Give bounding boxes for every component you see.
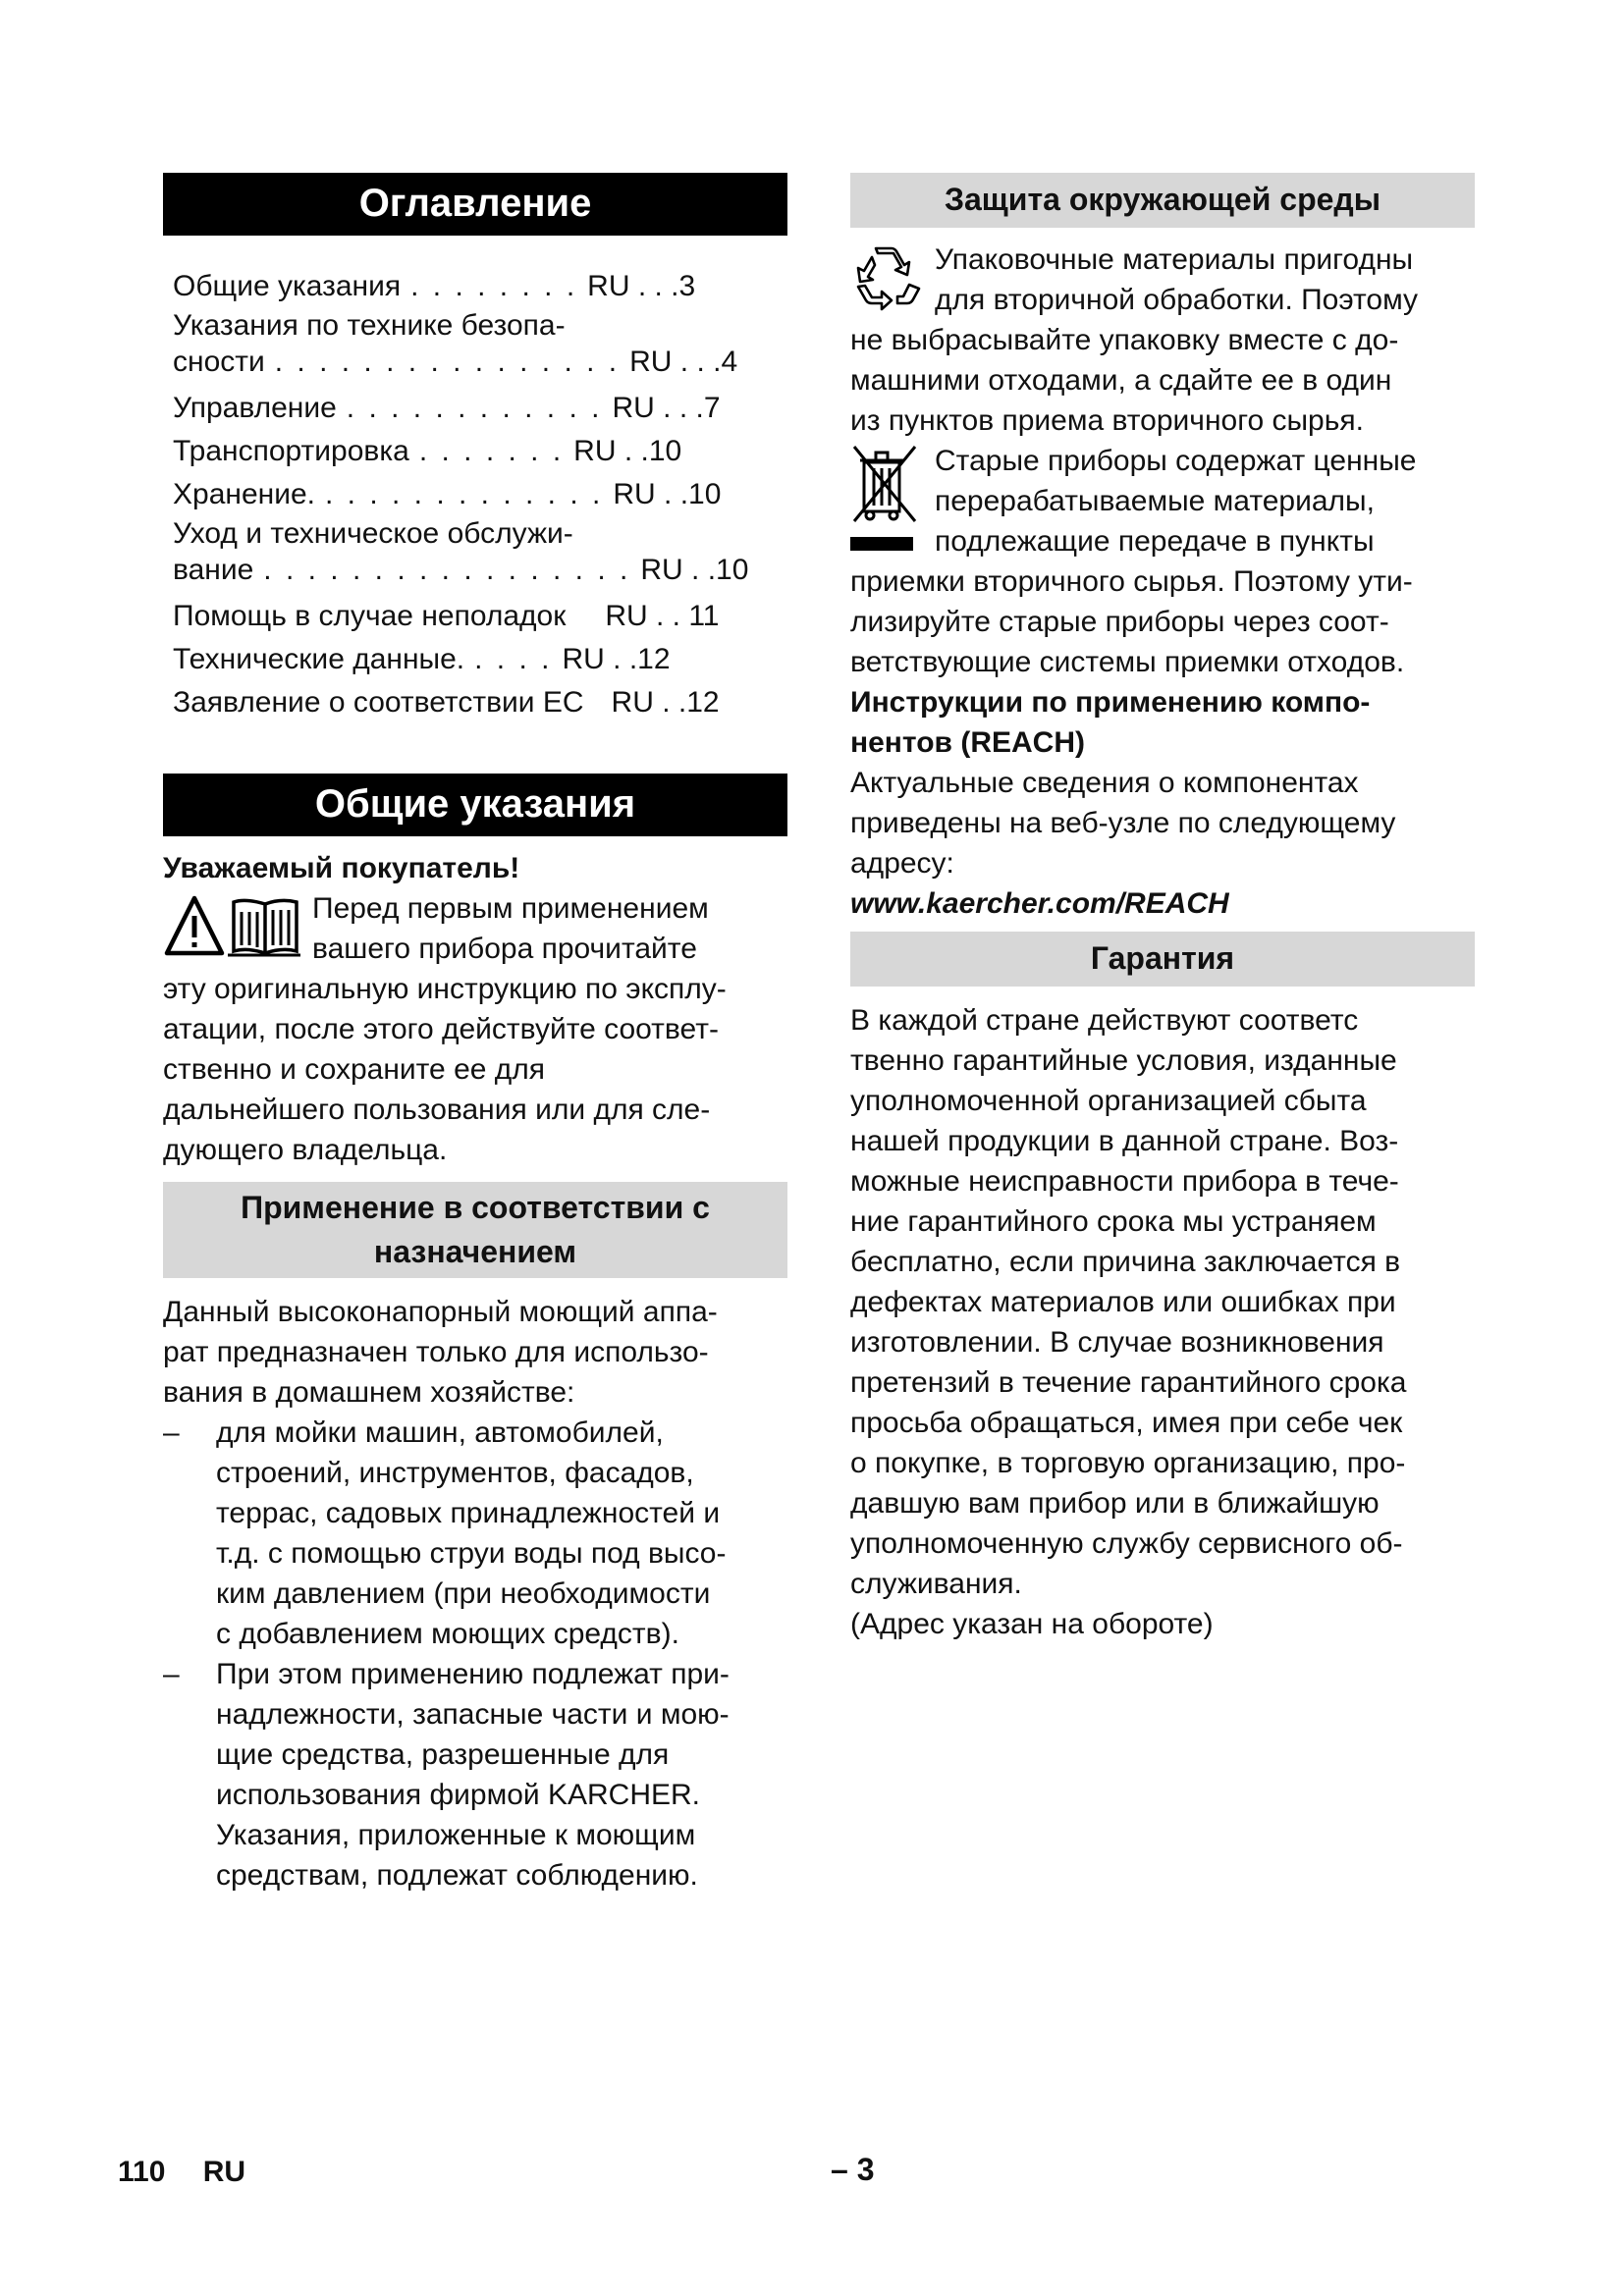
toc-entry-title: сности: [173, 346, 265, 378]
old-devices-line: Старые приборы содержат ценные: [935, 445, 1417, 477]
page-number: 110: [118, 2156, 166, 2188]
toc-entry-title: Хранение.: [173, 478, 315, 510]
toc-entry-dots: . . . . . . . . . . . . .: [324, 478, 604, 510]
toc-entry[interactable]: [173, 308, 787, 381]
toc-entry-title: вание: [173, 554, 254, 586]
toc-entry-title: Транспортировка: [173, 435, 409, 467]
toc-entry[interactable]: [173, 387, 787, 430]
packaging-line: из пунктов приема вторичного сырья.: [850, 404, 1364, 437]
dash-bullet: –: [163, 1416, 180, 1449]
warranty-line: уполномоченную службу сервисного об-: [850, 1527, 1403, 1560]
list-item-line: использования фирмой KARCHER.: [216, 1779, 701, 1811]
warranty-line: В каждой стране действуют соответс: [850, 1004, 1359, 1037]
list-item: [163, 1413, 787, 1654]
general-heading: Общие указания: [163, 774, 787, 836]
warning-triangle-book-icon: [163, 892, 300, 961]
list-item-line: Указания, приложенные к моющим: [216, 1819, 696, 1851]
toc-entry-page: RU . . 11: [605, 600, 720, 632]
crossed-out-bin-icon: [850, 443, 921, 559]
packaging-block: [850, 240, 1475, 320]
intro-block: [163, 888, 787, 969]
warranty-line: ние гарантийного срока мы устраняем: [850, 1205, 1377, 1238]
toc-entry-title: Помощь в случае неполадок: [173, 600, 567, 632]
intro-line: атации, после этого действуйте соответ-: [163, 1013, 719, 1045]
toc-entry[interactable]: [173, 265, 787, 308]
section-page-number: – 3: [831, 2152, 875, 2187]
toc-entry-title: Технические данные.: [173, 643, 465, 675]
list-item-line: ким давлением (при необходимости: [216, 1577, 711, 1610]
intro-line: дующего владельца.: [163, 1134, 448, 1166]
reach-heading: Инструкции по применению компо-: [850, 686, 1371, 719]
warranty-line: бесплатно, если причина заключается в: [850, 1246, 1401, 1278]
packaging-line: машними отходами, а сдайте ее в один: [850, 364, 1392, 397]
warning-manual-icons: [163, 892, 300, 961]
old-devices-line: лизируйте старые приборы через соот-: [850, 606, 1389, 638]
toc-entry-dots: . . . . . . . . . . . .: [346, 392, 603, 424]
intended-use-heading: [163, 1182, 787, 1278]
warranty-line: о покупке, в торговую организацию, про-: [850, 1447, 1406, 1479]
old-devices-line: ветствующие системы приемки отходов.: [850, 646, 1405, 678]
list-item-line: надлежности, запасные части и мою-: [216, 1698, 730, 1731]
greeting: Уважаемый покупатель!: [163, 852, 520, 884]
intended-use-line: вания в домашнем хозяйстве:: [163, 1376, 575, 1409]
packaging-line: не выбрасывайте упаковку вместе с до-: [850, 324, 1399, 356]
footer-page-label: [118, 2156, 245, 2189]
toc-entry-dots: [566, 595, 585, 638]
list-item-line: щие средства, разрешенные для: [216, 1738, 670, 1771]
toc-entry-dots: . . . . . . . . . . . . . . . . .: [263, 554, 631, 586]
reach-heading: нентов (REACH): [850, 726, 1085, 759]
toc-heading: Оглавление: [163, 173, 787, 236]
toc-entry[interactable]: [173, 516, 787, 589]
intended-use-title-line2: назначением: [373, 1234, 577, 1269]
environment-section: [850, 240, 1475, 924]
warranty-line: нашей продукции в данной стране. Воз-: [850, 1125, 1399, 1157]
toc-entry-title: Общие указания: [173, 270, 402, 302]
toc-entry-title-line1: Уход и техническое обслужи-: [173, 517, 573, 550]
list-item: [163, 1654, 787, 1896]
list-item-line: средствам, подлежат соблюдению.: [216, 1859, 698, 1892]
toc-entry-dots: . . . . . . . . . . . . . . . .: [274, 346, 621, 378]
intro-line: дальнейшего пользования или для сле-: [163, 1094, 711, 1126]
intended-use-line: Данный высоконапорный моющий аппа-: [163, 1296, 718, 1328]
toc-entry[interactable]: [173, 681, 787, 724]
recycling-icon: [850, 245, 921, 316]
warranty-line: можные неисправности прибора в тече-: [850, 1165, 1399, 1198]
toc-entry-page: RU . .10: [573, 435, 682, 467]
toc-entry-dots: . . . .: [474, 643, 553, 675]
list-item-line: т.д. с помощью струи воды под высо-: [216, 1537, 727, 1570]
warranty-line: уполномоченной организацией сбыта: [850, 1085, 1367, 1117]
list-item-line: для мойки машин, автомобилей,: [216, 1416, 664, 1449]
warranty-line: твенно гарантийные условия, изданные: [850, 1044, 1397, 1077]
toc-entry-page: RU . .10: [613, 478, 722, 510]
toc-entry-page: RU . .10: [640, 554, 749, 586]
table-of-contents: [173, 265, 787, 724]
list-item-line: с добавлением моющих средств).: [216, 1618, 679, 1650]
reach-line: приведены на веб-узле по следующему: [850, 807, 1396, 839]
old-devices-block: [850, 441, 1475, 561]
warranty-line: изготовлении. В случае возникновения: [850, 1326, 1384, 1359]
reach-line: Актуальные сведения о компонентах: [850, 767, 1359, 799]
toc-entry-page: RU . . .7: [612, 392, 721, 424]
intro-line: Перед первым применением: [312, 892, 709, 925]
warranty-heading: Гарантия: [850, 932, 1475, 987]
intro-line: вашего прибора прочитайте: [312, 933, 697, 965]
toc-entry-page: RU . . .3: [587, 270, 696, 302]
toc-entry[interactable]: [173, 430, 787, 473]
old-devices-line: перерабатываемые материалы,: [935, 485, 1375, 517]
intended-use-line: рат предназначен только для использо-: [163, 1336, 709, 1368]
list-item-line: строений, инструментов, фасадов,: [216, 1457, 694, 1489]
warranty-line: давшую вам прибор или в ближайшую: [850, 1487, 1380, 1520]
list-item-line: При этом применению подлежат при-: [216, 1658, 730, 1690]
toc-entry-page: RU . . .4: [629, 346, 738, 378]
left-column: [163, 173, 787, 1896]
right-column: [850, 173, 1475, 1644]
toc-entry-page: RU . .12: [611, 686, 720, 719]
reach-url-link[interactable]: www.kaercher.com/REACH: [850, 887, 1229, 920]
toc-entry-page: RU . .12: [562, 643, 671, 675]
packaging-line: Упаковочные материалы пригодны: [935, 243, 1414, 276]
list-item-line: террас, садовых принадлежностей и: [216, 1497, 721, 1529]
language-code: RU: [202, 2156, 246, 2188]
warranty-line: просьба обращаться, имея при себе чек: [850, 1407, 1403, 1439]
reach-line: адресу:: [850, 847, 954, 880]
dash-bullet: –: [163, 1658, 180, 1690]
intended-use-title-line1: Применение в соответствии с: [241, 1190, 710, 1225]
general-section: [163, 848, 787, 1170]
warranty-line: служивания.: [850, 1568, 1022, 1600]
packaging-line: для вторичной обработки. Поэтому: [935, 284, 1419, 316]
warranty-line: претензий в течение гарантийного срока: [850, 1366, 1407, 1399]
toc-entry[interactable]: [173, 473, 787, 516]
toc-entry-title-line1: Указания по технике безопа-: [173, 309, 566, 342]
toc-entry[interactable]: [173, 638, 787, 681]
intro-line: ственно и сохраните ее для: [163, 1053, 546, 1086]
toc-entry-title: Заявление о соответствии ЕС: [173, 686, 584, 719]
toc-entry-title: Управление: [173, 392, 337, 424]
toc-entry-dots: . . . . . . .: [418, 435, 565, 467]
intro-line: эту оригинальную инструкцию по эксплу-: [163, 973, 727, 1005]
environment-heading: Защита окружающей среды: [850, 173, 1475, 228]
intended-use-section: [163, 1292, 787, 1896]
toc-entry[interactable]: [173, 595, 787, 638]
address-note: (Адрес указан на обороте): [850, 1608, 1214, 1640]
toc-entry-dots: . . . . . . . .: [410, 270, 578, 302]
toc-entry-dots: [584, 681, 604, 724]
old-devices-line: приемки вторичного сырья. Поэтому ути-: [850, 565, 1413, 598]
warranty-line: дефектах материалов или ошибках при: [850, 1286, 1396, 1318]
warranty-section: [850, 1000, 1475, 1644]
old-devices-line: подлежащие передаче в пункты: [935, 525, 1375, 558]
